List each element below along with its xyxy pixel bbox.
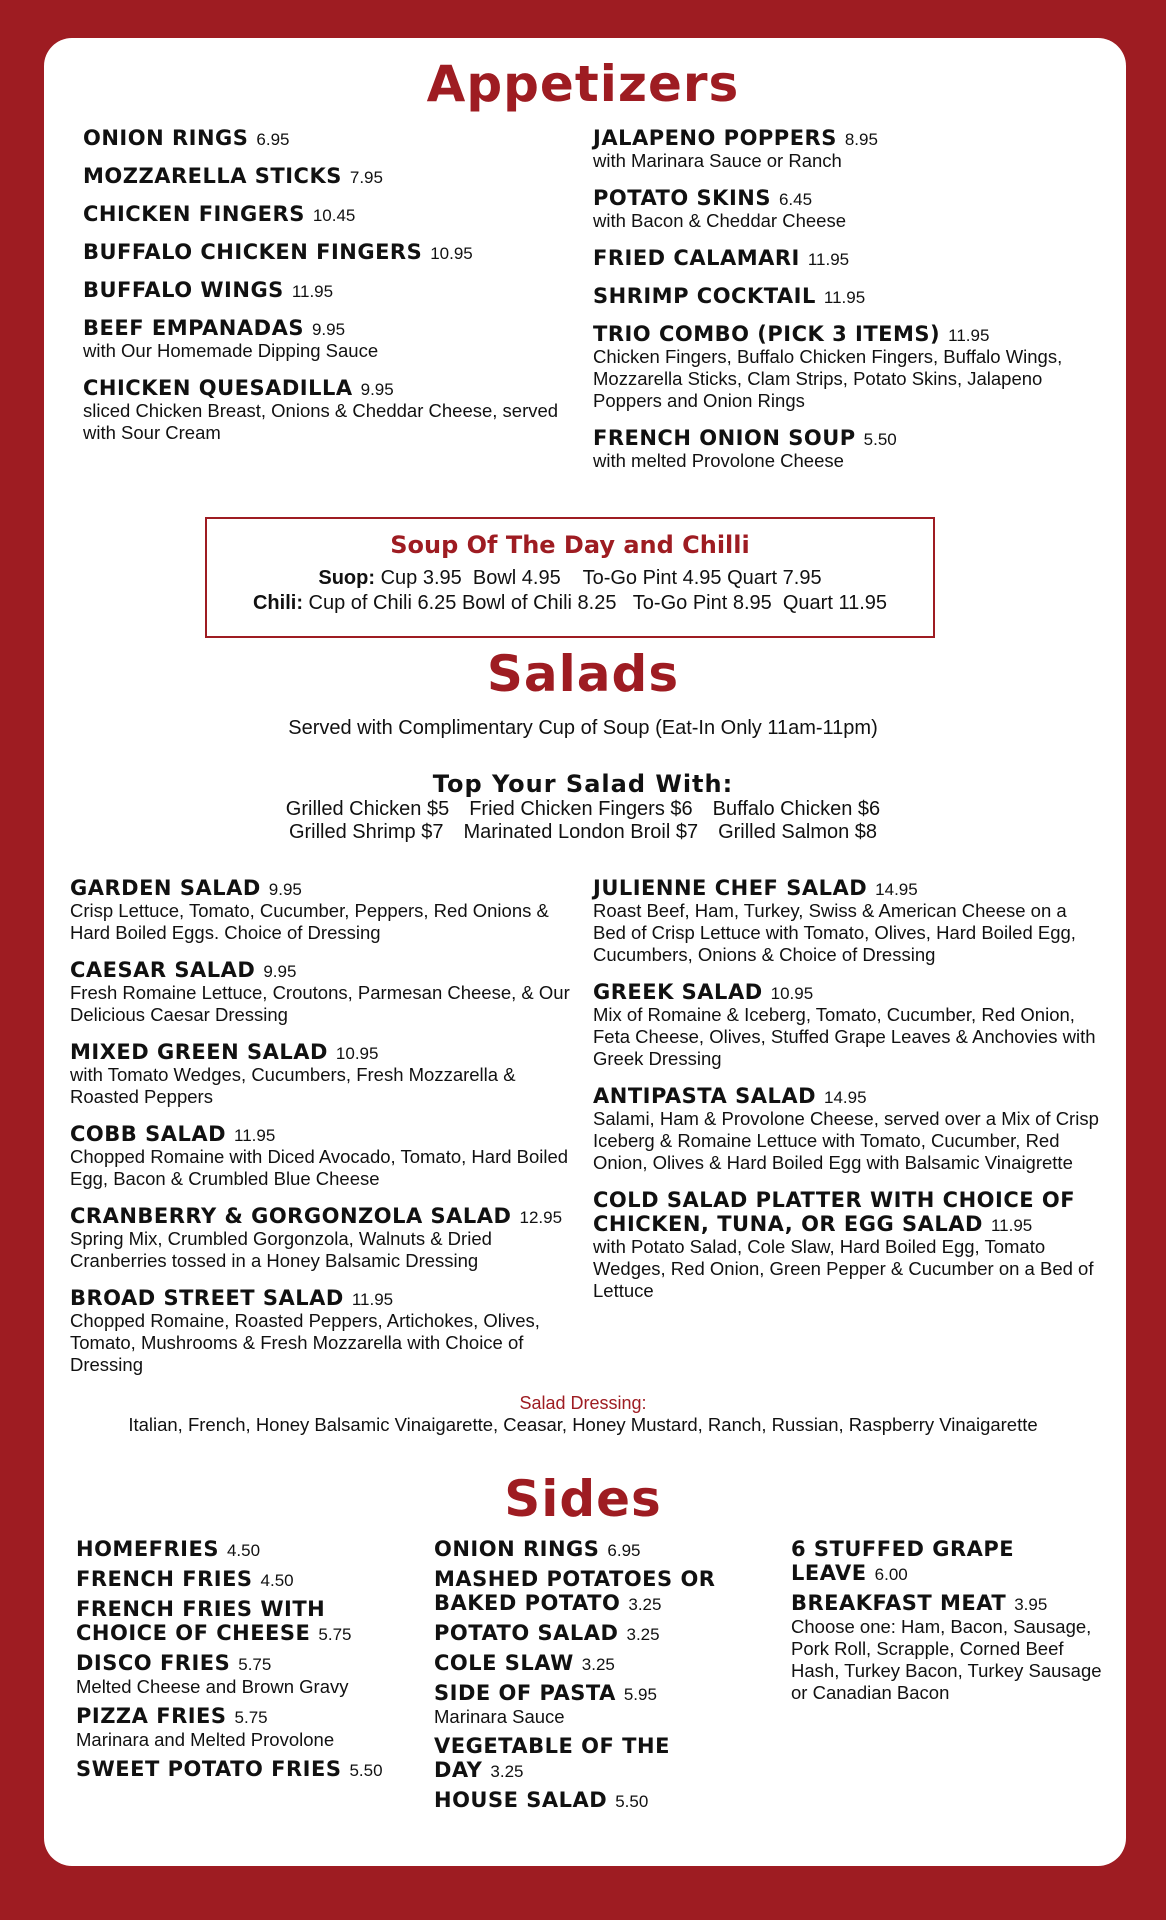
- item-name: FRIED CALAMARI: [593, 246, 800, 270]
- appetizers-left-column: [83, 126, 563, 458]
- menu-item: [791, 1537, 1111, 1585]
- item-name: FRENCH FRIES WITH CHOICE OF CHEESE: [76, 1597, 326, 1645]
- topping: Grilled Shrimp $7: [288, 821, 444, 843]
- item-description: Choose one: Ham, Bacon, Sausage, Pork Roll, Scrapple, Corned Beef Hash, Turkey Bacon, Turkey Sausage or Canadian Bacon: [791, 1616, 1102, 1703]
- item-price: 3.95: [1014, 1595, 1048, 1614]
- item-price: 11.95: [291, 282, 334, 301]
- menu-item: [70, 958, 570, 1026]
- menu-item: [70, 1122, 570, 1190]
- item-name: GREEK SALAD: [593, 980, 763, 1004]
- menu-item: [76, 1757, 406, 1781]
- item-name: GARDEN SALAD: [70, 876, 261, 900]
- toppings-title: Top Your Salad With:: [432, 770, 734, 798]
- menu-item: [434, 1681, 764, 1728]
- item-description: Marinara and Melted Provolone: [76, 1729, 335, 1750]
- menu-item: [593, 246, 1083, 270]
- item-price: 5.75: [234, 1708, 268, 1727]
- item-price: 3.25: [628, 1595, 662, 1614]
- item-price: 6.95: [607, 1541, 641, 1560]
- menu-item: [593, 186, 1083, 232]
- menu-item: [83, 278, 563, 302]
- item-description: Chopped Romaine with Diced Avocado, Tomato, Hard Boiled Egg, Bacon & Crumbled Blue Cheese: [70, 1146, 569, 1189]
- item-name: COLD SALAD PLATTER WITH CHOICE OF CHICKEN, TUNA, OR EGG SALAD: [593, 1188, 1076, 1236]
- item-name: COLE SLAW: [434, 1651, 574, 1675]
- sides-column-2: [434, 1537, 764, 1818]
- item-price: 9.95: [263, 962, 297, 981]
- item-price: 3.25: [581, 1655, 615, 1674]
- menu-item: [434, 1651, 764, 1675]
- menu-item: [434, 1621, 764, 1645]
- toppings-row: [0, 797, 1166, 821]
- item-description: with Potato Salad, Cole Slaw, Hard Boiled Egg, Tomato Wedges, Red Onion, Green Pepper & Cucumber on a Bed of Lettuce: [593, 1236, 1094, 1301]
- item-description: with melted Provolone Cheese: [593, 450, 844, 471]
- item-name: CAESAR SALAD: [70, 958, 256, 982]
- item-name: POTATO SALAD: [434, 1621, 619, 1645]
- item-description: with Bacon & Cheddar Cheese: [593, 210, 846, 231]
- item-price: 4.50: [226, 1541, 261, 1560]
- item-name: JALAPENO POPPERS: [593, 126, 837, 150]
- item-price: 11.95: [234, 1126, 276, 1145]
- topping: Fried Chicken Fingers $6: [469, 798, 693, 820]
- item-price: 9.95: [311, 320, 346, 339]
- menu-item: [593, 1084, 1103, 1174]
- item-name: MOZZARELLA STICKS: [83, 164, 342, 188]
- item-price: 9.95: [268, 880, 302, 899]
- item-price: 8.95: [844, 130, 878, 149]
- menu-item: [434, 1537, 764, 1561]
- menu-item: [791, 1591, 1111, 1704]
- item-price: 10.95: [770, 984, 814, 1003]
- sides-column-3: [791, 1537, 1111, 1710]
- item-price: 5.50: [349, 1761, 383, 1780]
- item-name: BEEF EMPANADAS: [83, 316, 304, 340]
- menu-item: [593, 426, 1083, 472]
- item-price: 11.95: [807, 250, 850, 269]
- item-name: ANTIPASTA SALAD: [593, 1084, 817, 1108]
- soup-title: Soup Of The Day and Chilli: [390, 531, 750, 559]
- menu-item: [70, 1040, 570, 1108]
- menu-item: [76, 1651, 406, 1698]
- item-name: HOMEFRIES: [76, 1537, 219, 1561]
- item-price: 3.25: [626, 1625, 660, 1644]
- soup-label: Suop:: [318, 567, 376, 589]
- appetizers-right-column: [593, 126, 1083, 486]
- item-name: BUFFALO CHICKEN FINGERS: [83, 240, 423, 264]
- item-name: 6 STUFFED GRAPE LEAVE: [791, 1537, 1015, 1585]
- item-name: POTATO SKINS: [593, 186, 771, 210]
- item-price: 10.95: [335, 1044, 379, 1063]
- menu-item: [593, 1188, 1103, 1302]
- menu-item: [83, 376, 563, 444]
- item-price: 11.95: [990, 1216, 1033, 1235]
- menu-item: [83, 240, 563, 264]
- item-price: 7.95: [349, 168, 383, 187]
- topping: Buffalo Chicken $6: [712, 798, 881, 820]
- menu-item: [593, 876, 1103, 966]
- menu-item: [76, 1704, 406, 1751]
- item-price: 6.00: [874, 1565, 908, 1584]
- item-name: VEGETABLE OF THE DAY: [434, 1734, 670, 1782]
- salads-subtitle: Served with Complimentary Cup of Soup (Eat-In Only 11am-11pm): [288, 717, 878, 739]
- item-name: FRENCH FRIES: [76, 1567, 253, 1591]
- item-description: Roast Beef, Ham, Turkey, Swiss & American Cheese on a Bed of Crisp Lettuce with Tomato, Olives, Hard Boiled Egg, Cucumbers, Onions & Choice of Dressing: [593, 900, 1076, 965]
- menu-item: [76, 1537, 406, 1561]
- item-description: Chopped Romaine, Roasted Peppers, Artichokes, Olives, Tomato, Mushrooms & Fresh Mozzarella with Choice of Dressing: [70, 1310, 540, 1375]
- item-name: HOUSE SALAD: [434, 1788, 608, 1812]
- item-description: sliced Chicken Breast, Onions & Cheddar Cheese, served with Sour Cream: [83, 400, 559, 443]
- menu-item: [70, 876, 570, 944]
- item-price: 11.95: [823, 288, 866, 307]
- item-price: 5.75: [238, 1655, 272, 1674]
- item-description: Mix of Romaine & Iceberg, Tomato, Cucumber, Red Onion, Feta Cheese, Olives, Stuffed Grape Leaves & Anchovies with Greek Dressing: [593, 1004, 1096, 1069]
- item-description: Melted Cheese and Brown Gravy: [76, 1676, 349, 1697]
- item-price: 6.95: [256, 130, 290, 149]
- item-price: 4.50: [260, 1571, 294, 1590]
- chili-price-text: Cup of Chili 6.25 Bowl of Chili 8.25 To-Go Pint 8.95 Quart 11.95: [308, 592, 888, 614]
- item-description: Chicken Fingers, Buffalo Chicken Fingers, Buffalo Wings, Mozzarella Sticks, Clam Strips, Potato Skins, Jalapeno Poppers and Onion Rings: [593, 346, 1063, 411]
- dressing-list: Italian, French, Honey Balsamic Vinaigarette, Ceasar, Honey Mustard, Ranch, Russian, Raspberry Vinaigarette: [128, 1414, 1038, 1435]
- item-name: JULIENNE CHEF SALAD: [593, 876, 868, 900]
- soup-price-text: Cup 3.95 Bowl 4.95 To-Go Pint 4.95 Quart 7.95: [380, 567, 822, 589]
- menu-item: [83, 126, 563, 150]
- chili-prices: [207, 592, 933, 615]
- menu-item: [83, 316, 563, 362]
- menu-item: [83, 202, 563, 226]
- item-name: ONION RINGS: [83, 126, 249, 150]
- item-price: 5.50: [615, 1792, 649, 1811]
- item-name: COBB SALAD: [70, 1122, 227, 1146]
- menu-item: [434, 1567, 764, 1615]
- item-price: 12.95: [519, 1208, 563, 1227]
- menu-item: [593, 126, 1083, 172]
- salads-right-column: [593, 876, 1103, 1316]
- appetizers-title: Appetizers: [426, 55, 740, 113]
- item-name: TRIO COMBO (PICK 3 ITEMS): [593, 322, 941, 346]
- salads-title: Salads: [486, 645, 680, 703]
- item-name: SWEET POTATO FRIES: [76, 1757, 342, 1781]
- item-price: 3.25: [490, 1762, 524, 1781]
- menu-item: [434, 1788, 764, 1812]
- item-name: SHRIMP COCKTAIL: [593, 284, 816, 308]
- chili-label: Chili:: [252, 592, 303, 614]
- item-price: 6.45: [778, 190, 813, 209]
- item-description: Salami, Ham & Provolone Cheese, served over a Mix of Crisp Iceberg & Romaine Lettuce with Tomato, Cucumber, Red Onion, Olives & Hard Boiled Egg with Balsamic Vinaigrette: [593, 1108, 1099, 1173]
- item-price: 9.95: [360, 380, 394, 399]
- topping: Marinated London Broil $7: [463, 821, 699, 843]
- toppings-row: [0, 820, 1166, 844]
- topping: Grilled Chicken $5: [285, 798, 450, 820]
- menu-item: [593, 980, 1103, 1070]
- menu-item: [593, 284, 1083, 308]
- item-price: 5.75: [318, 1625, 352, 1644]
- sides-title: Sides: [504, 1470, 662, 1528]
- item-price: 10.45: [312, 206, 356, 225]
- item-price: 11.95: [948, 326, 990, 345]
- item-name: BROAD STREET SALAD: [70, 1286, 344, 1310]
- item-price: 14.95: [875, 880, 918, 899]
- menu-item: [70, 1204, 570, 1272]
- item-description: with Marinara Sauce or Ranch: [593, 150, 842, 171]
- item-name: BREAKFAST MEAT: [791, 1591, 1007, 1615]
- topping: Grilled Salmon $8: [718, 821, 878, 843]
- item-name: PIZZA FRIES: [76, 1704, 227, 1728]
- item-description: Marinara Sauce: [434, 1706, 565, 1727]
- menu-item: [76, 1597, 406, 1645]
- item-name: BUFFALO WINGS: [83, 278, 284, 302]
- item-name: SIDE OF PASTA: [434, 1681, 616, 1705]
- soup-prices: [207, 567, 933, 590]
- menu-item: [593, 322, 1083, 412]
- item-description: Crisp Lettuce, Tomato, Cucumber, Peppers, Red Onions & Hard Boiled Eggs. Choice of Dressing: [70, 900, 549, 943]
- menu-item: [434, 1734, 764, 1782]
- item-name: ONION RINGS: [434, 1537, 600, 1561]
- menu-item: [83, 164, 563, 188]
- menu-item: [76, 1567, 406, 1591]
- sides-column-1: [76, 1537, 406, 1787]
- item-name: CHICKEN QUESADILLA: [83, 376, 353, 400]
- menu-item: [70, 1286, 570, 1376]
- salads-left-column: [70, 876, 570, 1390]
- item-description: Spring Mix, Crumbled Gorgonzola, Walnuts & Dried Cranberries tossed in a Honey Balsamic Dressing: [70, 1228, 492, 1271]
- item-price: 14.95: [824, 1088, 867, 1107]
- item-price: 5.95: [623, 1685, 657, 1704]
- item-description: with Our Homemade Dipping Sauce: [83, 340, 379, 361]
- item-price: 5.50: [863, 430, 897, 449]
- item-name: CHICKEN FINGERS: [83, 202, 305, 226]
- dressing-label: Salad Dressing:: [519, 1393, 647, 1413]
- item-name: DISCO FRIES: [76, 1651, 231, 1675]
- item-price: 11.95: [351, 1290, 394, 1309]
- item-name: MASHED POTATOES OR BAKED POTATO: [434, 1567, 716, 1615]
- item-description: with Tomato Wedges, Cucumbers, Fresh Mozzarella & Roasted Peppers: [70, 1064, 516, 1107]
- item-name: FRENCH ONION SOUP: [593, 426, 856, 450]
- item-price: 10.95: [430, 244, 473, 263]
- soup-chili-box: [205, 517, 935, 638]
- item-name: CRANBERRY & GORGONZOLA SALAD: [70, 1204, 512, 1228]
- item-description: Fresh Romaine Lettuce, Croutons, Parmesan Cheese, & Our Delicious Caesar Dressing: [70, 982, 570, 1025]
- item-name: MIXED GREEN SALAD: [70, 1040, 328, 1064]
